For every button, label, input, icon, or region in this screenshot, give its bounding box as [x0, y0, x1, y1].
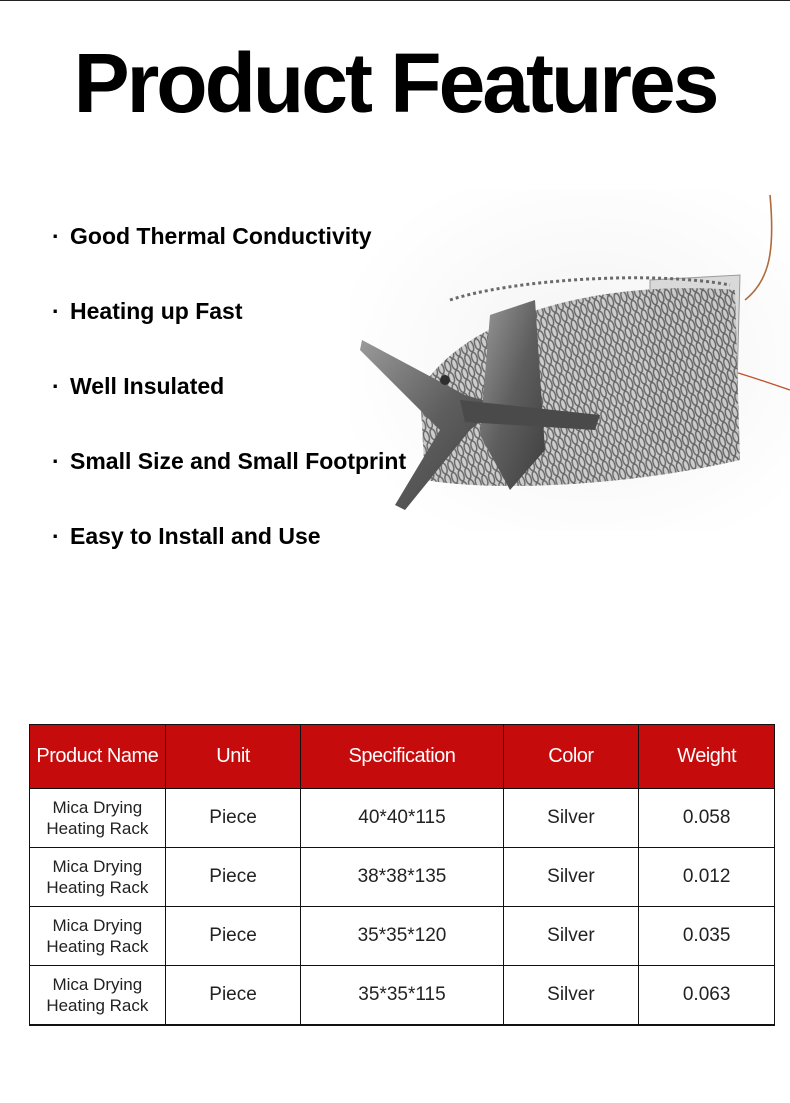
feature-label: Well Insulated: [70, 373, 225, 399]
cell-color: Silver: [503, 848, 639, 907]
product-name-line: Heating Rack: [46, 878, 149, 897]
product-name-line: Mica Drying: [52, 916, 143, 935]
cell-specification: 35*35*120: [301, 907, 503, 966]
product-name-line: Heating Rack: [46, 996, 149, 1015]
header-color: Color: [503, 725, 639, 789]
feature-item: [52, 443, 406, 518]
cell-unit: Piece: [165, 848, 301, 907]
cell-weight: 0.058: [639, 789, 775, 848]
cell-color: Silver: [503, 907, 639, 966]
cell-specification: 35*35*115: [301, 966, 503, 1026]
cell-unit: Piece: [165, 907, 301, 966]
feature-label: Heating up Fast: [70, 298, 243, 324]
header-unit: Unit: [165, 725, 301, 789]
cell-product-name: [30, 966, 166, 1026]
cell-product-name: [30, 789, 166, 848]
feature-label: Easy to Install and Use: [70, 523, 321, 549]
top-divider: [0, 0, 790, 1]
cell-weight: 0.012: [639, 848, 775, 907]
cell-color: Silver: [503, 789, 639, 848]
feature-item: [52, 218, 406, 293]
feature-label: Small Size and Small Footprint: [70, 448, 407, 474]
header-specification: Specification: [301, 725, 503, 789]
cell-color: Silver: [503, 966, 639, 1026]
feature-label: Good Thermal Conductivity: [70, 223, 372, 249]
product-name-line: Heating Rack: [46, 819, 149, 838]
bullet-icon: ·: [52, 298, 60, 324]
cell-weight: 0.063: [639, 966, 775, 1026]
feature-item: [52, 518, 406, 593]
table-row: [30, 848, 775, 907]
bullet-icon: ·: [52, 373, 60, 399]
product-name-line: Mica Drying: [52, 798, 143, 817]
cell-specification: 40*40*115: [301, 789, 503, 848]
product-name-line: Mica Drying: [52, 857, 143, 876]
cell-product-name: [30, 907, 166, 966]
cell-weight: 0.035: [639, 907, 775, 966]
feature-item: [52, 293, 406, 368]
bullet-icon: ·: [52, 448, 60, 474]
table-row: [30, 907, 775, 966]
feature-list: [52, 218, 406, 593]
mica-heating-element-image: [350, 190, 790, 530]
bullet-icon: ·: [52, 223, 60, 249]
cell-product-name: [30, 848, 166, 907]
table-row: [30, 789, 775, 848]
header-weight: Weight: [639, 725, 775, 789]
table-row: [30, 966, 775, 1026]
bullet-icon: ·: [52, 523, 60, 549]
page-title: Product Features: [73, 36, 717, 130]
cell-unit: Piece: [165, 789, 301, 848]
product-name-line: Heating Rack: [46, 937, 149, 956]
product-name-line: Mica Drying: [52, 975, 143, 994]
cell-specification: 38*38*135: [301, 848, 503, 907]
specification-table: [29, 724, 775, 1026]
feature-item: [52, 368, 406, 443]
header-product-name: Product Name: [30, 725, 166, 789]
cell-unit: Piece: [165, 966, 301, 1026]
table-header-row: [30, 725, 775, 789]
